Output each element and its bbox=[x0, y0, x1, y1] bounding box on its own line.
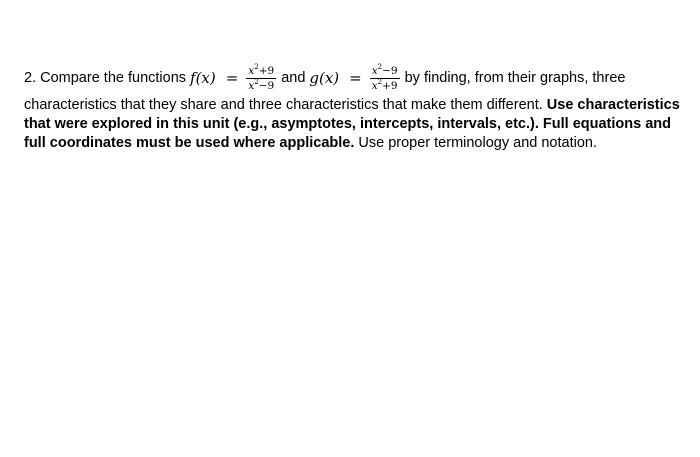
f-function-label: f(x) bbox=[190, 68, 216, 87]
and-text: and bbox=[281, 69, 306, 86]
g-fraction bbox=[370, 62, 400, 92]
question-first-line bbox=[24, 58, 684, 98]
g-function-label: g(x) bbox=[309, 68, 340, 87]
g-equals-sign: = bbox=[349, 68, 362, 87]
g-numerator: $x^2-9$ bbox=[371, 62, 398, 77]
question-number: 2. bbox=[24, 69, 37, 86]
f-denominator: $x^2-9$ bbox=[248, 77, 275, 92]
line1-end-text: by finding, from their graphs, three bbox=[404, 69, 626, 86]
question-text-regular-1: characteristics that they share and three characteristics that make them different. bbox=[24, 97, 543, 113]
f-numerator: $x^2+9$ bbox=[248, 62, 275, 77]
f-equals-sign: = bbox=[225, 68, 239, 87]
question-text-bold: Use characteristics that were explored in this unit (e.g., asymptotes, intercepts, intervals, etc.). Full equations and full coordinates must be used where applicable. bbox=[24, 97, 680, 151]
question-intro: Compare the functions bbox=[40, 69, 187, 86]
question-text-regular-2: Use proper terminology and notation. bbox=[358, 135, 597, 151]
question-block bbox=[24, 58, 684, 153]
g-denominator: $x^2+9$ bbox=[371, 77, 398, 92]
question-body bbox=[24, 96, 684, 153]
f-fraction bbox=[246, 62, 276, 92]
